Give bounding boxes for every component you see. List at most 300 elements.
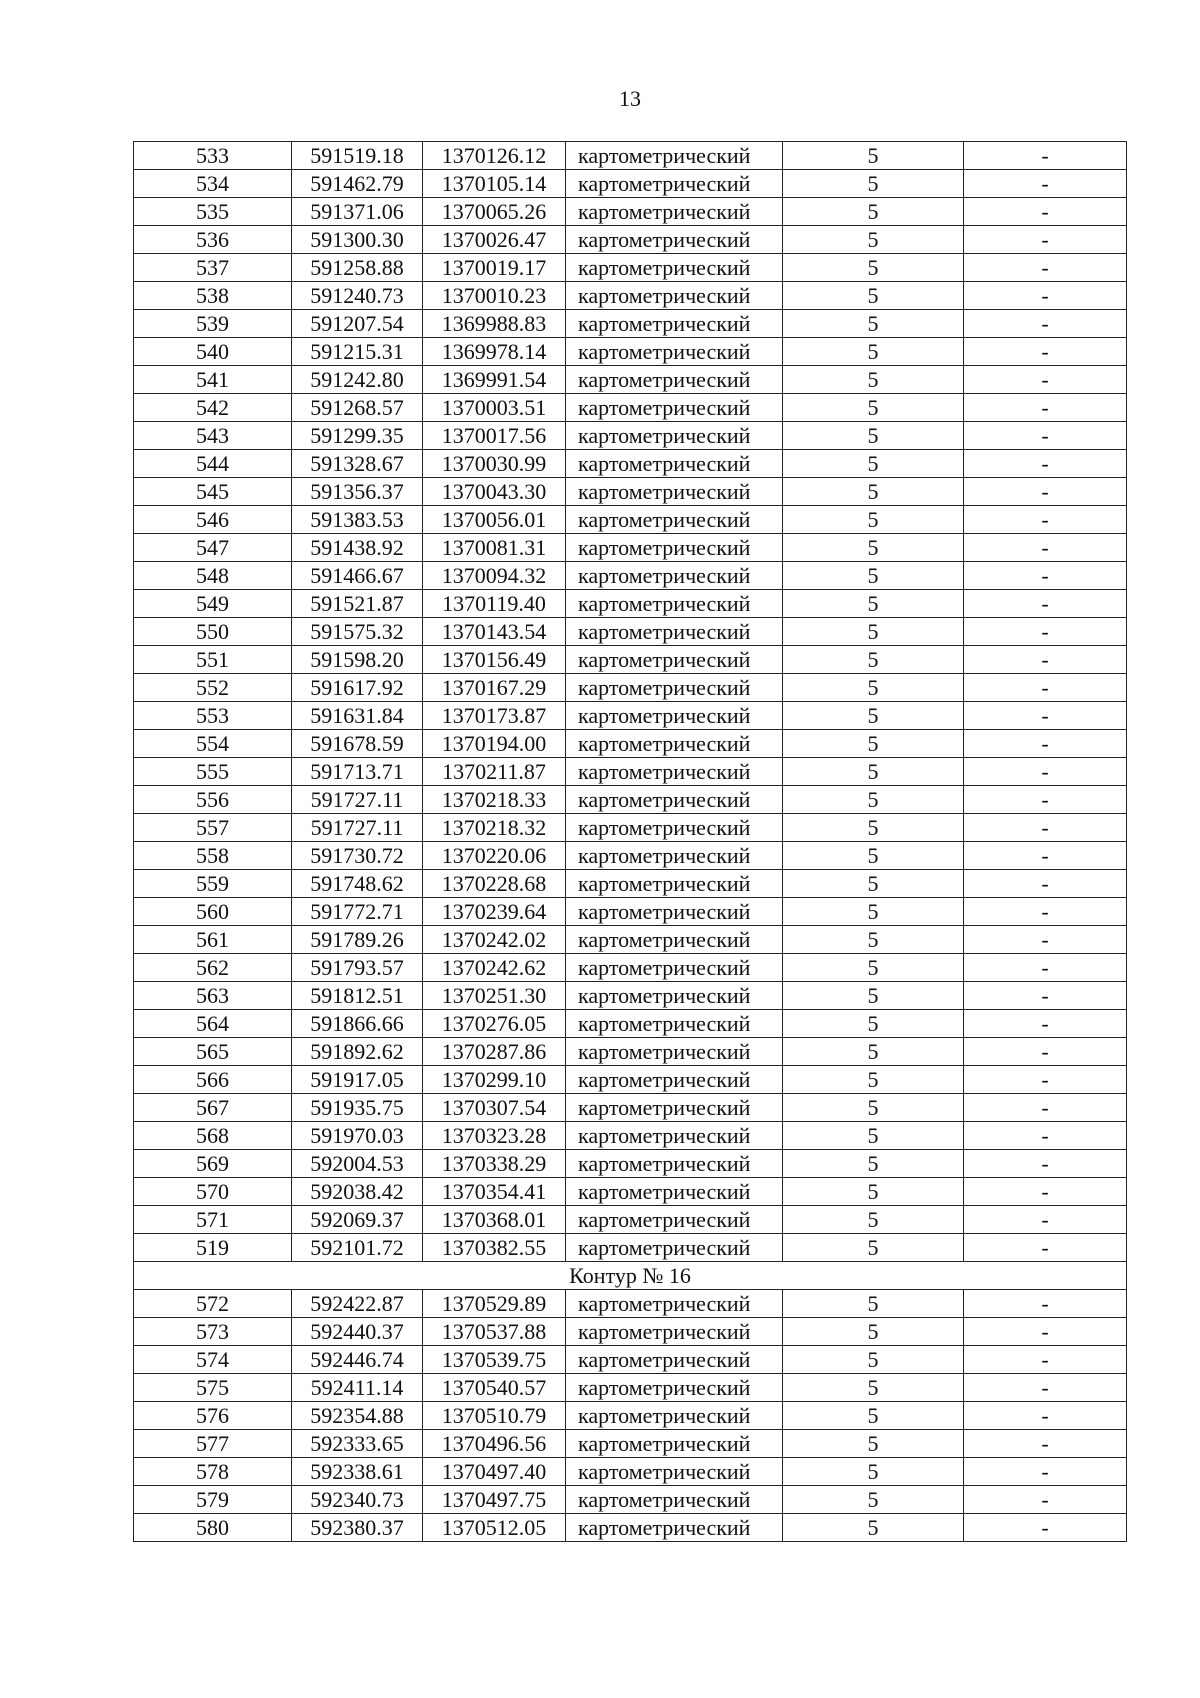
x-coordinate-cell: 591970.03 [292,1122,423,1150]
table-row [134,1430,1127,1458]
precision-cell: 5 [783,422,964,450]
method-cell: картометрический [566,366,783,394]
note-cell: - [964,562,1127,590]
precision-cell: 5 [783,1290,964,1318]
point-number-cell: 553 [134,702,292,730]
method-cell: картометрический [566,758,783,786]
table-row [134,618,1127,646]
table-row [134,758,1127,786]
table-row [134,1346,1127,1374]
y-coordinate-cell: 1370323.28 [423,1122,566,1150]
note-cell: - [964,338,1127,366]
precision-cell: 5 [783,730,964,758]
precision-cell: 5 [783,1458,964,1486]
method-cell: картометрический [566,422,783,450]
x-coordinate-cell: 591462.79 [292,170,423,198]
precision-cell: 5 [783,982,964,1010]
note-cell: - [964,1122,1127,1150]
table-row [134,1374,1127,1402]
y-coordinate-cell: 1370218.32 [423,814,566,842]
table-row [134,674,1127,702]
x-coordinate-cell: 591727.11 [292,814,423,842]
precision-cell: 5 [783,1066,964,1094]
point-number-cell: 561 [134,926,292,954]
note-cell: - [964,982,1127,1010]
point-number-cell: 564 [134,1010,292,1038]
point-number-cell: 545 [134,478,292,506]
method-cell: картометрический [566,1038,783,1066]
table-row [134,338,1127,366]
table-row [134,198,1127,226]
note-cell: - [964,954,1127,982]
method-cell: картометрический [566,618,783,646]
table-row [134,842,1127,870]
point-number-cell: 579 [134,1486,292,1514]
precision-cell: 5 [783,310,964,338]
point-number-cell: 574 [134,1346,292,1374]
note-cell: - [964,1318,1127,1346]
point-number-cell: 534 [134,170,292,198]
table-row [134,1514,1127,1542]
table-row [134,1486,1127,1514]
y-coordinate-cell: 1370010.23 [423,282,566,310]
table-row [134,366,1127,394]
point-number-cell: 560 [134,898,292,926]
x-coordinate-cell: 592101.72 [292,1234,423,1262]
x-coordinate-cell: 591575.32 [292,618,423,646]
precision-cell: 5 [783,1122,964,1150]
y-coordinate-cell: 1369988.83 [423,310,566,338]
method-cell: картометрический [566,1178,783,1206]
point-number-cell: 565 [134,1038,292,1066]
note-cell: - [964,142,1127,170]
y-coordinate-cell: 1370094.32 [423,562,566,590]
method-cell: картометрический [566,394,783,422]
method-cell: картометрический [566,954,783,982]
page-number: 13 [619,86,641,111]
point-number-cell: 559 [134,870,292,898]
precision-cell: 5 [783,1486,964,1514]
precision-cell: 5 [783,1094,964,1122]
point-number-cell: 577 [134,1430,292,1458]
note-cell: - [964,394,1127,422]
x-coordinate-cell: 592004.53 [292,1150,423,1178]
point-number-cell: 537 [134,254,292,282]
precision-cell: 5 [783,1150,964,1178]
note-cell: - [964,702,1127,730]
y-coordinate-cell: 1370496.56 [423,1430,566,1458]
x-coordinate-cell: 592422.87 [292,1290,423,1318]
x-coordinate-cell: 591242.80 [292,366,423,394]
point-number-cell: 566 [134,1066,292,1094]
precision-cell: 5 [783,1234,964,1262]
table-row [134,1458,1127,1486]
precision-cell: 5 [783,786,964,814]
point-number-cell: 549 [134,590,292,618]
method-cell: картометрический [566,506,783,534]
note-cell: - [964,1178,1127,1206]
y-coordinate-cell: 1370056.01 [423,506,566,534]
method-cell: картометрический [566,1290,783,1318]
x-coordinate-cell: 591812.51 [292,982,423,1010]
precision-cell: 5 [783,926,964,954]
table-row [134,142,1127,170]
section-title: Контур № 16 [134,1262,1127,1290]
precision-cell: 5 [783,814,964,842]
method-cell: картометрический [566,562,783,590]
point-number-cell: 575 [134,1374,292,1402]
table-row [134,1234,1127,1262]
note-cell: - [964,814,1127,842]
note-cell: - [964,1346,1127,1374]
table-row [134,1010,1127,1038]
method-cell: картометрический [566,730,783,758]
method-cell: картометрический [566,982,783,1010]
table-row [134,478,1127,506]
x-coordinate-cell: 591793.57 [292,954,423,982]
x-coordinate-cell: 591713.71 [292,758,423,786]
table-row [134,1094,1127,1122]
table-row [134,730,1127,758]
method-cell: картометрический [566,338,783,366]
note-cell: - [964,870,1127,898]
table-row [134,450,1127,478]
note-cell: - [964,478,1127,506]
point-number-cell: 562 [134,954,292,982]
table-row [134,702,1127,730]
precision-cell: 5 [783,142,964,170]
x-coordinate-cell: 592440.37 [292,1318,423,1346]
x-coordinate-cell: 591631.84 [292,702,423,730]
precision-cell: 5 [783,170,964,198]
precision-cell: 5 [783,366,964,394]
y-coordinate-cell: 1369978.14 [423,338,566,366]
precision-cell: 5 [783,1514,964,1542]
note-cell: - [964,786,1127,814]
y-coordinate-cell: 1370287.86 [423,1038,566,1066]
y-coordinate-cell: 1370126.12 [423,142,566,170]
note-cell: - [964,1514,1127,1542]
y-coordinate-cell: 1370251.30 [423,982,566,1010]
precision-cell: 5 [783,1038,964,1066]
note-cell: - [964,1374,1127,1402]
point-number-cell: 570 [134,1178,292,1206]
x-coordinate-cell: 591258.88 [292,254,423,282]
note-cell: - [964,1150,1127,1178]
table-row [134,954,1127,982]
point-number-cell: 557 [134,814,292,842]
note-cell: - [964,282,1127,310]
y-coordinate-cell: 1370017.56 [423,422,566,450]
table-row [134,534,1127,562]
method-cell: картометрический [566,814,783,842]
method-cell: картометрический [566,1486,783,1514]
x-coordinate-cell: 591268.57 [292,394,423,422]
method-cell: картометрический [566,1150,783,1178]
method-cell: картометрический [566,590,783,618]
precision-cell: 5 [783,394,964,422]
point-number-cell: 555 [134,758,292,786]
table-row [134,1150,1127,1178]
precision-cell: 5 [783,1374,964,1402]
table-row [134,394,1127,422]
table-row [134,1066,1127,1094]
x-coordinate-cell: 592354.88 [292,1402,423,1430]
note-cell: - [964,1402,1127,1430]
y-coordinate-cell: 1370065.26 [423,198,566,226]
table-row [134,562,1127,590]
note-cell: - [964,1206,1127,1234]
table-row [134,1178,1127,1206]
y-coordinate-cell: 1370382.55 [423,1234,566,1262]
point-number-cell: 535 [134,198,292,226]
method-cell: картометрический [566,1458,783,1486]
point-number-cell: 533 [134,142,292,170]
note-cell: - [964,646,1127,674]
method-cell: картометрический [566,198,783,226]
table-row [134,898,1127,926]
point-number-cell: 541 [134,366,292,394]
table-row [134,1318,1127,1346]
point-number-cell: 556 [134,786,292,814]
x-coordinate-cell: 591466.67 [292,562,423,590]
note-cell: - [964,198,1127,226]
table-row [134,926,1127,954]
point-number-cell: 558 [134,842,292,870]
x-coordinate-cell: 591789.26 [292,926,423,954]
x-coordinate-cell: 592380.37 [292,1514,423,1542]
table-row [134,814,1127,842]
x-coordinate-cell: 592340.73 [292,1486,423,1514]
y-coordinate-cell: 1370540.57 [423,1374,566,1402]
y-coordinate-cell: 1370030.99 [423,450,566,478]
y-coordinate-cell: 1369991.54 [423,366,566,394]
note-cell: - [964,254,1127,282]
y-coordinate-cell: 1370220.06 [423,842,566,870]
note-cell: - [964,1038,1127,1066]
point-number-cell: 580 [134,1514,292,1542]
point-number-cell: 542 [134,394,292,422]
x-coordinate-cell: 592411.14 [292,1374,423,1402]
note-cell: - [964,310,1127,338]
precision-cell: 5 [783,1178,964,1206]
y-coordinate-cell: 1370143.54 [423,618,566,646]
x-coordinate-cell: 591328.67 [292,450,423,478]
x-coordinate-cell: 592038.42 [292,1178,423,1206]
x-coordinate-cell: 591300.30 [292,226,423,254]
method-cell: картометрический [566,1066,783,1094]
x-coordinate-cell: 591678.59 [292,730,423,758]
note-cell: - [964,1430,1127,1458]
x-coordinate-cell: 591917.05 [292,1066,423,1094]
point-number-cell: 538 [134,282,292,310]
x-coordinate-cell: 591521.87 [292,590,423,618]
method-cell: картометрический [566,646,783,674]
x-coordinate-cell: 591748.62 [292,870,423,898]
table-row [134,1290,1127,1318]
y-coordinate-cell: 1370497.40 [423,1458,566,1486]
x-coordinate-cell: 591207.54 [292,310,423,338]
point-number-cell: 576 [134,1402,292,1430]
method-cell: картометрический [566,1374,783,1402]
note-cell: - [964,898,1127,926]
method-cell: картометрический [566,1234,783,1262]
precision-cell: 5 [783,1010,964,1038]
y-coordinate-cell: 1370105.14 [423,170,566,198]
x-coordinate-cell: 592338.61 [292,1458,423,1486]
precision-cell: 5 [783,674,964,702]
point-number-cell: 568 [134,1122,292,1150]
point-number-cell: 551 [134,646,292,674]
method-cell: картометрический [566,926,783,954]
method-cell: картометрический [566,226,783,254]
point-number-cell: 569 [134,1150,292,1178]
method-cell: картометрический [566,1318,783,1346]
note-cell: - [964,590,1127,618]
precision-cell: 5 [783,450,964,478]
method-cell: картометрический [566,674,783,702]
point-number-cell: 519 [134,1234,292,1262]
point-number-cell: 547 [134,534,292,562]
note-cell: - [964,366,1127,394]
precision-cell: 5 [783,618,964,646]
point-number-cell: 578 [134,1458,292,1486]
note-cell: - [964,674,1127,702]
precision-cell: 5 [783,534,964,562]
x-coordinate-cell: 591519.18 [292,142,423,170]
note-cell: - [964,1066,1127,1094]
x-coordinate-cell: 591383.53 [292,506,423,534]
method-cell: картометрический [566,1010,783,1038]
method-cell: картометрический [566,898,783,926]
note-cell: - [964,1094,1127,1122]
note-cell: - [964,618,1127,646]
precision-cell: 5 [783,282,964,310]
precision-cell: 5 [783,254,964,282]
y-coordinate-cell: 1370497.75 [423,1486,566,1514]
y-coordinate-cell: 1370043.30 [423,478,566,506]
precision-cell: 5 [783,758,964,786]
precision-cell: 5 [783,198,964,226]
table-row [134,170,1127,198]
x-coordinate-cell: 591866.66 [292,1010,423,1038]
table-row [134,226,1127,254]
x-coordinate-cell: 591438.92 [292,534,423,562]
method-cell: картометрический [566,1402,783,1430]
table-row [134,590,1127,618]
precision-cell: 5 [783,954,964,982]
precision-cell: 5 [783,842,964,870]
table-row [134,1402,1127,1430]
note-cell: - [964,534,1127,562]
point-number-cell: 571 [134,1206,292,1234]
precision-cell: 5 [783,1206,964,1234]
method-cell: картометрический [566,786,783,814]
y-coordinate-cell: 1370173.87 [423,702,566,730]
x-coordinate-cell: 591598.20 [292,646,423,674]
point-number-cell: 563 [134,982,292,1010]
note-cell: - [964,506,1127,534]
section-row [134,1262,1127,1290]
precision-cell: 5 [783,1430,964,1458]
y-coordinate-cell: 1370019.17 [423,254,566,282]
method-cell: картометрический [566,282,783,310]
precision-cell: 5 [783,870,964,898]
y-coordinate-cell: 1370242.62 [423,954,566,982]
method-cell: картометрический [566,702,783,730]
coordinates-table-body [134,142,1127,1542]
note-cell: - [964,1010,1127,1038]
x-coordinate-cell: 591772.71 [292,898,423,926]
table-row [134,422,1127,450]
precision-cell: 5 [783,1318,964,1346]
point-number-cell: 572 [134,1290,292,1318]
point-number-cell: 548 [134,562,292,590]
method-cell: картометрический [566,1346,783,1374]
note-cell: - [964,1290,1127,1318]
y-coordinate-cell: 1370218.33 [423,786,566,814]
precision-cell: 5 [783,562,964,590]
method-cell: картометрический [566,310,783,338]
x-coordinate-cell: 591935.75 [292,1094,423,1122]
table-row [134,310,1127,338]
method-cell: картометрический [566,478,783,506]
point-number-cell: 554 [134,730,292,758]
precision-cell: 5 [783,702,964,730]
table-row [134,646,1127,674]
y-coordinate-cell: 1370299.10 [423,1066,566,1094]
y-coordinate-cell: 1370211.87 [423,758,566,786]
y-coordinate-cell: 1370119.40 [423,590,566,618]
x-coordinate-cell: 592446.74 [292,1346,423,1374]
precision-cell: 5 [783,1402,964,1430]
method-cell: картометрический [566,842,783,870]
point-number-cell: 567 [134,1094,292,1122]
method-cell: картометрический [566,142,783,170]
coordinates-table [133,141,1127,1542]
x-coordinate-cell: 591892.62 [292,1038,423,1066]
x-coordinate-cell: 591299.35 [292,422,423,450]
precision-cell: 5 [783,1346,964,1374]
table-row [134,870,1127,898]
table-row [134,982,1127,1010]
note-cell: - [964,1486,1127,1514]
note-cell: - [964,422,1127,450]
note-cell: - [964,842,1127,870]
point-number-cell: 552 [134,674,292,702]
note-cell: - [964,170,1127,198]
y-coordinate-cell: 1370512.05 [423,1514,566,1542]
precision-cell: 5 [783,590,964,618]
y-coordinate-cell: 1370338.29 [423,1150,566,1178]
note-cell: - [964,1458,1127,1486]
precision-cell: 5 [783,338,964,366]
x-coordinate-cell: 592069.37 [292,1206,423,1234]
y-coordinate-cell: 1370228.68 [423,870,566,898]
note-cell: - [964,450,1127,478]
method-cell: картометрический [566,1514,783,1542]
y-coordinate-cell: 1370026.47 [423,226,566,254]
y-coordinate-cell: 1370167.29 [423,674,566,702]
table-row [134,786,1127,814]
note-cell: - [964,1234,1127,1262]
x-coordinate-cell: 591356.37 [292,478,423,506]
table-row [134,506,1127,534]
point-number-cell: 546 [134,506,292,534]
point-number-cell: 543 [134,422,292,450]
table-row [134,1122,1127,1150]
precision-cell: 5 [783,478,964,506]
